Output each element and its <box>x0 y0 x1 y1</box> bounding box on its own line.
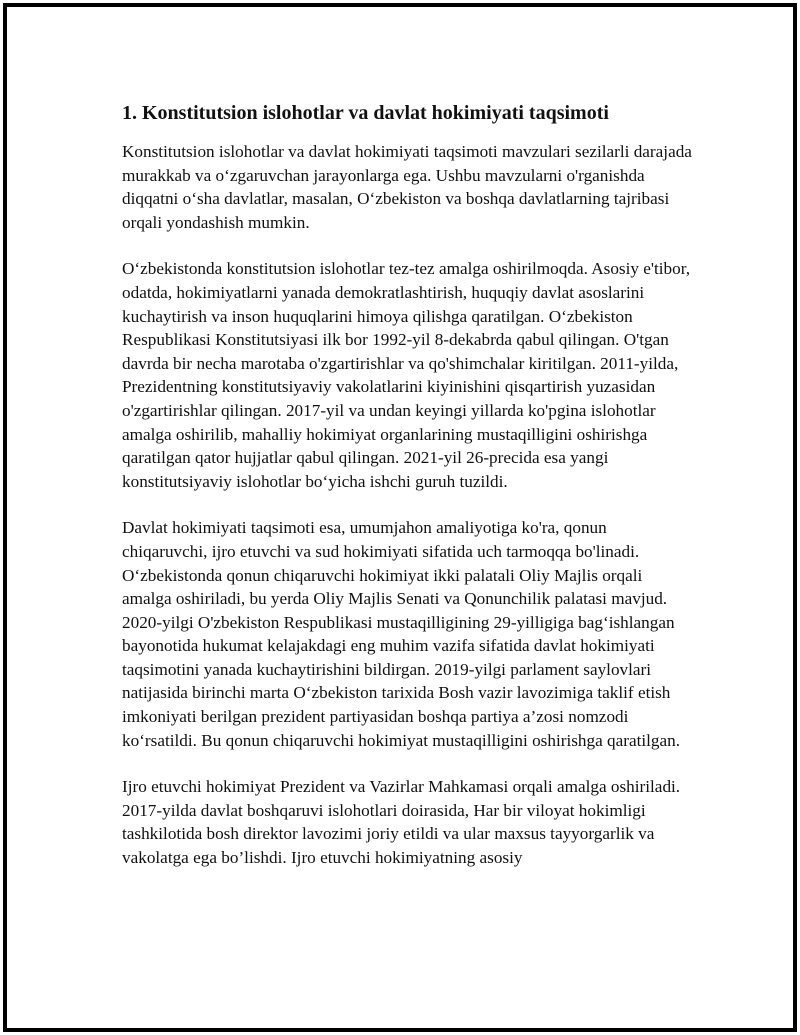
paragraph-separation-of-powers: Davlat hokimiyati taqsimoti esa, umumjahon amaliyotiga ko'ra, qonun chiqaruvchi, ijro etuvchi va sud hokimiyati sifatida uch tarmoqqa bo'linadi. O‘zbekistonda qonun chiqaruvchi hokimiyat ikki palatali Oliy Majlis orqali amalga oshiriladi, bu yerda Oliy Majlis Senati va Qonunchilik palatasi mavjud. 2020-yilgi O'zbekiston Respublikasi mustaqilligining 29-yilligiga bag‘ishlangan bayonotida hukumat kelajakdagi eng muhim vazifa sifatida davlat hokimiyati taqsimotini yanada kuchaytirishini bildirgan. 2019-yilgi parlament saylovlari natijasida birinchi marta O‘zbekiston tarixida Bosh vazir lavozimiga taklif etish imkoniyati berilgan prezident partiyasidan boshqa partiya a’zosi nomzodi ko‘rsatildi. Bu qonun chiqaruvchi hokimiyat mustaqilligini oshirishga qaratilgan. <box>122 518 681 750</box>
document-body <box>122 98 692 893</box>
paragraph-constitutional-reforms: O‘zbekistonda konstitutsion islohotlar tez-tez amalga oshirilmoqda. Asosiy e'tibor, odatda, hokimiyatlarni yanada demokratlashtirish, huquqiy davlat asoslarini kuchaytirish va inson huquqlarini himoya qilishga qaratilgan. O‘zbekiston Respublikasi Konstitutsiyasi ilk bor 1992-yil 8-dekabrda qabul qilingan. O'tgan davrda bir necha marotaba o'zgartirishlar va qo'shimchalar kiritilgan. 2011-yilda, Prezidentning konstitutsiyaviy vakolatlarini kiyinishini qisqartirish yuzasidan o'zgartirishlar qilingan. 2017-yil va undan keyingi yillarda ko'pgina islohotlar amalga oshirilib, mahalliy hokimiyat organlarining mustaqilligini oshirishga qaratilgan qator hujjatlar qabul qilingan. 2021-yil 26-precida esa yangi konstitutsiyaviy islohotlar bo‘yicha ishchi guruh tuzildi. <box>122 259 691 491</box>
section-heading: 1. Konstitutsion islohotlar va davlat hokimiyati taqsimoti <box>122 102 609 124</box>
paragraph-executive-power: Ijro etuvchi hokimiyat Prezident va Vazirlar Mahkamasi orqali amalga oshiriladi. 2017-yilda davlat boshqaruvi islohotlari doirasida, Har bir viloyat hokimligi tashkilotida bosh direktor lavozimi joriy etildi va ular maxsus tayyorgarlik va vakolatga ega bo’lishdi. Ijro etuvchi hokimiyatning asosiy <box>122 777 681 868</box>
page-frame <box>3 3 797 1032</box>
paragraph-intro: Konstitutsion islohotlar va davlat hokimiyati taqsimoti mavzulari sezilarli darajada murakkab va o‘zgaruvchan jarayonlarga ega. Ushbu mavzularni o'rganishda diqqatni o‘sha davlatlar, masalan, O‘zbekiston va boshqa davlatlarning tajribasi orqali yondashish mumkin. <box>122 142 692 232</box>
